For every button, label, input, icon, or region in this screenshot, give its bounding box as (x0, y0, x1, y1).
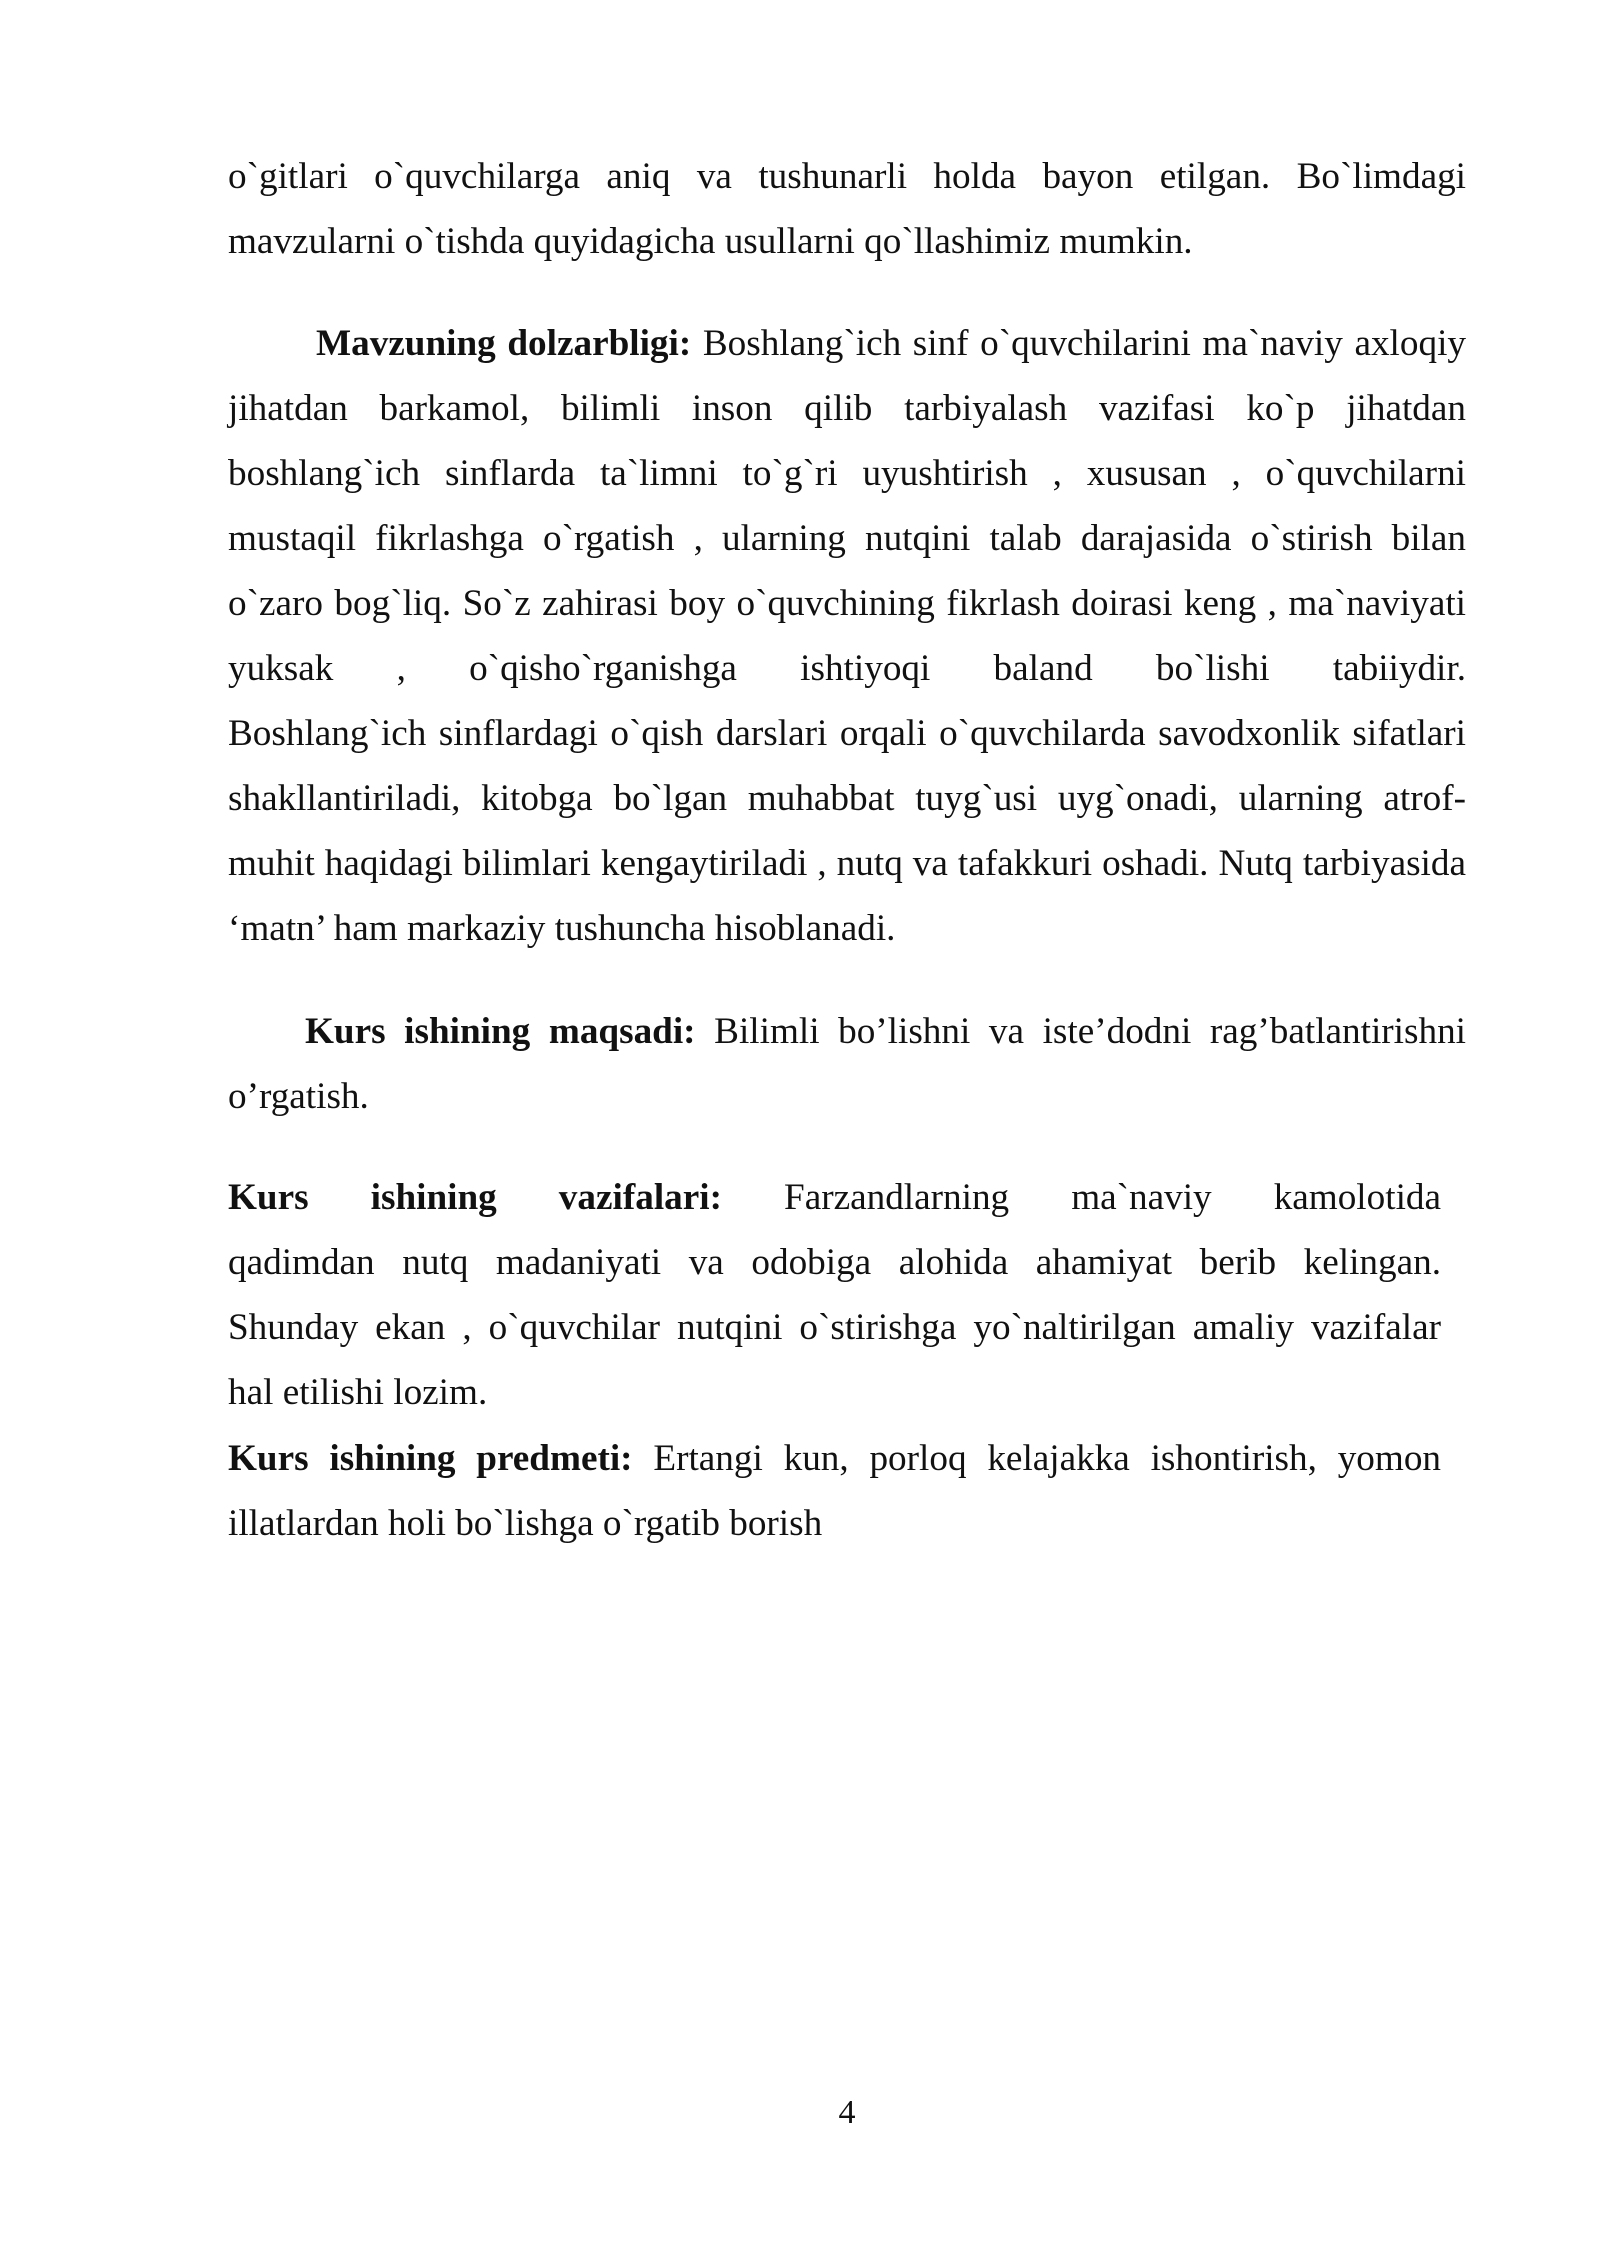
paragraph-relevance (228, 311, 1466, 961)
paragraph-line: jihatdan barkamol, bilimli inson qilib tarbiyalash vazifasi ko`p jihatdan (228, 388, 1466, 429)
page-number: 4 (838, 2094, 856, 2131)
paragraph-line: illatlardan holi bo`lishga o`rgatib borish (228, 1503, 823, 1544)
paragraph-line: o`zaro bog`liq. So`z zahirasi boy o`quvchining fikrlash doirasi keng , ma`naviyati (228, 583, 1466, 624)
paragraph-subject (228, 1426, 1441, 1556)
paragraph-goal (228, 999, 1466, 1129)
paragraph-line (228, 1165, 1441, 1230)
paragraph-line: qadimdan nutq madaniyati va odobiga alohida ahamiyat berib kelingan. (228, 1242, 1441, 1283)
line-text: Boshlang`ich sinf o`quvchilarini ma`naviy axloqiy (702, 323, 1467, 364)
line-text: Farzandlarning ma`naviy kamolotida (784, 1177, 1441, 1218)
paragraph-line: Boshlang`ich sinflardagi o`qish darslari orqali o`quvchilarda savodxonlik sifatlari (228, 713, 1466, 754)
line-text: Ertangi kun, porloq kelajakka ishontirish, yomon (653, 1438, 1442, 1479)
paragraph-line: hal etilishi lozim. (228, 1372, 488, 1413)
section-label: Kurs ishining maqsadi: (305, 1011, 696, 1052)
section-label: Kurs ishining predmeti: (228, 1438, 633, 1479)
paragraph-line: ‘matn’ ham markaziy tushuncha hisoblanadi. (228, 908, 896, 949)
section-label: Mavzuning dolzarbligi: (316, 323, 692, 364)
paragraph-line: Shunday ekan , o`quvchilar nutqini o`stirishga yo`naltirilgan amaliy vazifalar (228, 1307, 1441, 1348)
paragraph-line: shakllantiriladi, kitobga bo`lgan muhabbat tuyg`usi uyg`onadi, ularning atrof- (228, 778, 1466, 819)
paragraph-line (228, 1426, 1441, 1491)
paragraph-line: boshlang`ich sinflarda ta`limni to`g`ri uyushtirish , xususan , o`quvchilarni (228, 453, 1466, 494)
paragraph-line: mavzularni o`tishda quyidagicha usullarni qo`llashimiz mumkin. (228, 221, 1193, 262)
paragraph-line (228, 999, 1466, 1064)
paragraph-line (228, 311, 1466, 376)
paragraph-tasks (228, 1165, 1441, 1425)
section-label: Kurs ishining vazifalari: (228, 1177, 722, 1218)
paragraph-line: muhit haqidagi bilimlari kengaytiriladi , nutq va tafakkuri oshadi. Nutq tarbiyasida (228, 843, 1466, 884)
paragraph-line: mustaqil fikrlashga o`rgatish , ularning nutqini talab darajasida o`stirish bilan (228, 518, 1466, 559)
paragraph-line: yuksak , o`qisho`rganishga ishtiyoqi baland bo`lishi tabiiydir. (228, 648, 1466, 689)
line-text: Bilimli bo’lishni va iste’dodni rag’batlantirishni (714, 1011, 1466, 1052)
paragraph-line: o`gitlari o`quvchilarga aniq va tushunarli holda bayon etilgan. Bo`limdagi (228, 156, 1466, 197)
paragraph-line: o’rgatish. (228, 1076, 369, 1117)
paragraph-intro (228, 144, 1466, 274)
